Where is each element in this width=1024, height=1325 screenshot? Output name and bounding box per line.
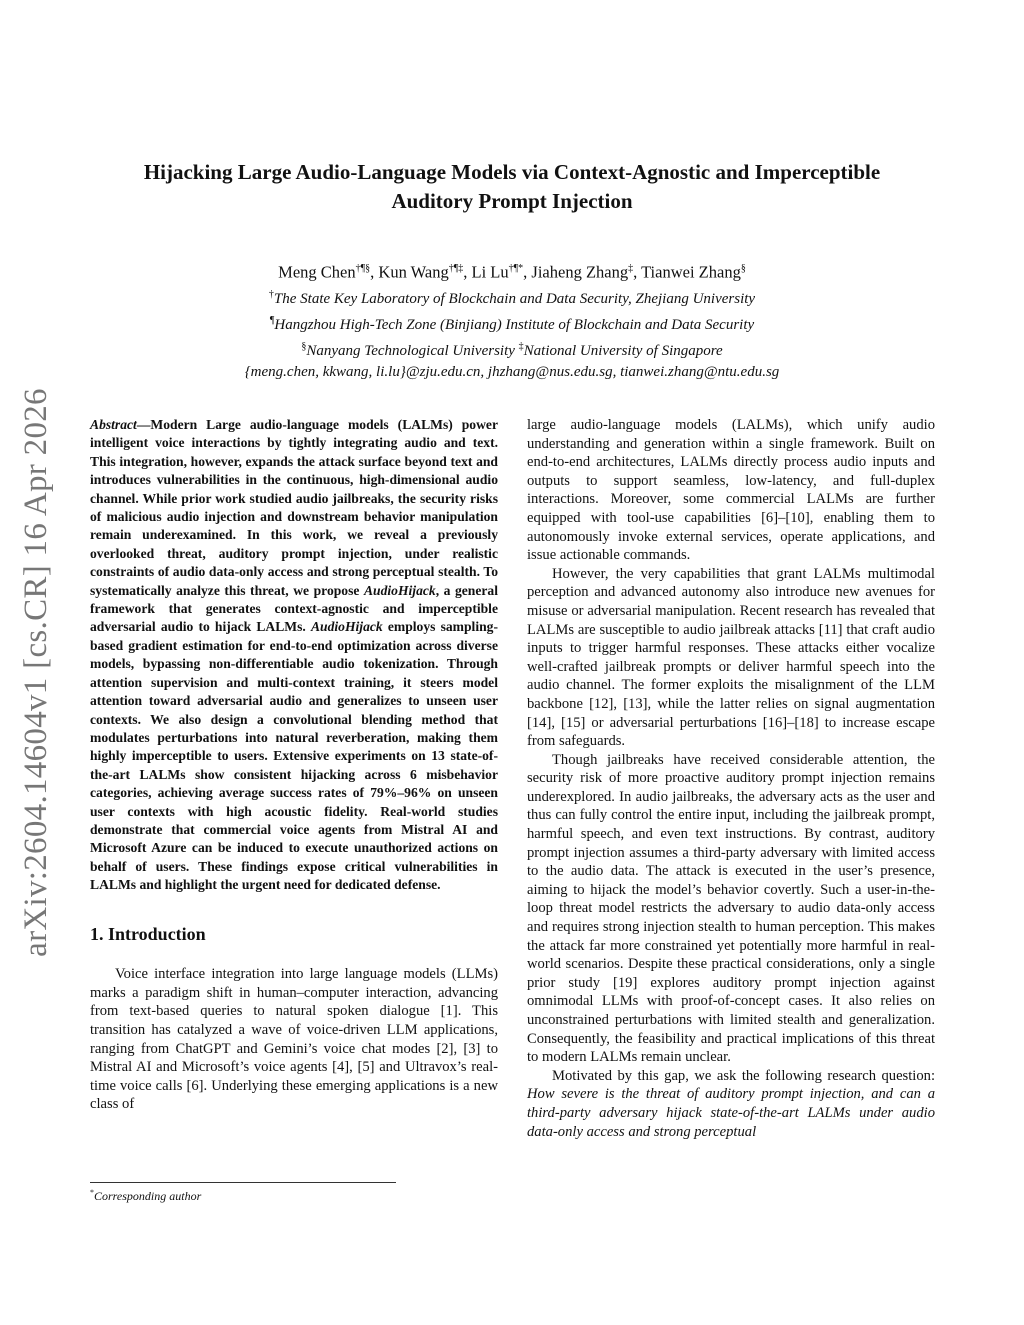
author-mark: †¶§	[355, 263, 371, 274]
section-heading-introduction: 1. Introduction	[90, 923, 206, 944]
paper-title-line-1: Hijacking Large Audio-Language Models via Context-Agnostic and Imperceptible	[143, 160, 881, 184]
author-emails: {meng.chen, kkwang, li.lu}@zju.edu.cn, jhzhang@nus.edu.sg, tianwei.zhang@ntu.edu.sg	[244, 363, 780, 380]
arxiv-identifier-text: arXiv:2604.14604v1 [cs.CR] 16 Apr 2026	[17, 387, 54, 957]
body-paragraph: large audio-language models (LALMs), which unify audio understanding and generation within a single framework. Built on end-to-end architectures, LALMs directly process audio inputs and outputs to support seamless, low-latency, and full-duplex interactions. Moreover, some commercial LALMs are further equipped with tool-use capabilities [6]–[10], enabling them to autonomously invoke external services, operate applications, and issue actionable commands.	[527, 417, 935, 564]
method-name: AudioHijack	[310, 619, 383, 635]
affiliation: ¶Hangzhou High-Tech Zone (Binjiang) Institute of Blockchain and Data Security	[269, 314, 755, 333]
body-paragraph: Though jailbreaks have received considerable attention, the security risk of more proactive auditory prompt injection remains underexplored. In audio jailbreaks, the adversary acts as the user and thus can fully control the entire input, including the jailbreak prompt, harmful speech, and even text instructions. By contrast, auditory prompt injection assumes a third-party adversary with limited access to the audio data. The attack is executed in the user’s presence, aiming to hijack the model’s behavior covertly. Such a user-in-the-loop threat model restricts the adversary to audio data-only access and requires strong injection stealth to human perception. This makes the attack far more constrained yet potentially more harmful in real-world scenarios. Despite these practical considerations, only a single prior study [19] explores auditory prompt injection against omnimodal LLMs with proof-of-concept cases. It also relies on unconstrained perturbations with limited stealth and generalization. Consequently, the feasibility and practical implications of this threat to modern LALMs remain unclear.	[527, 751, 935, 1066]
affiliation: †The State Key Laboratory of Blockchain and Data Security, Zhejiang University	[268, 288, 756, 307]
body-paragraph: Motivated by this gap, we ask the following research question: How severe is the threat of auditory prompt injection, and can a third-party adversary hijack state-of-the-art LALMs under audio data-only access and strong perceptual	[527, 1067, 935, 1140]
paper-title-line-2: Auditory Prompt Injection	[391, 189, 633, 213]
author-mark: ‡	[628, 263, 634, 274]
author-mark: †¶‡	[448, 263, 464, 274]
author-name: Kun Wang	[378, 262, 449, 282]
author-mark: §	[740, 263, 746, 274]
method-name: AudioHijack	[363, 582, 436, 598]
left-column	[90, 416, 498, 1114]
abstract-label: Abstract	[90, 417, 137, 432]
body-paragraph: However, the very capabilities that grant LALMs multimodal perception and advanced autonomy also introduce new avenues for misuse or adversarial manipulation. Recent research has revealed that LALMs are susceptible to audio jailbreak attacks [11] that craft audio inputs to trigger harmful responses. These attacks either vocalize well-crafted jailbreak prompts or deliver harmful speech into the audio channel. The former exploits the misalignment of the LLM backbone [12], [13], while the latter relies on signal augmentation [14], [15] or adversarial perturbations [16]–[18] to increase escape from safeguards.	[527, 565, 935, 750]
arxiv-identifier	[6, 372, 66, 972]
research-question: How severe is the threat of auditory prompt injection, and can a third-party adversary hijack state-of-the-art LALMs under audio data-only access and strong perceptual	[527, 1086, 935, 1140]
author-block	[80, 258, 944, 383]
author-mark: †¶*	[508, 263, 524, 274]
author-name: Li Lu	[471, 262, 509, 282]
paper-title	[80, 158, 944, 216]
right-column	[527, 416, 935, 1141]
affiliation: §Nanyang Technological University ‡National University of Singapore	[301, 340, 723, 359]
author-list: Meng Chen†¶§, Kun Wang†¶‡, Li Lu†¶*, Jiaheng Zhang‡, Tianwei Zhang§	[278, 262, 746, 282]
footnote: *Corresponding author	[90, 1188, 202, 1203]
author-name: Meng Chen	[278, 262, 356, 282]
intro-paragraph: Voice interface integration into large language models (LLMs) marks a paradigm shift in human–computer interaction, advancing from text-based queries to natural spoken dialogue [1]. This transition has catalyzed a wave of voice-driven LLM applications, ranging from ChatGPT and Gemini’s voice chat modes [2], [3] to Mistral AI and Microsoft’s voice agents [4], [5] and Ultravox’s real-time voice calls [6]. Underlying these emerging applications is a new class of	[90, 966, 498, 1113]
author-name: Tianwei Zhang	[641, 262, 741, 282]
abstract: Abstract—Modern Large audio-language models (LALMs) power intelligent voice interactions by tightly integrating audio and text. This integration, however, expands the attack surface beyond text and introduces vulnerabilities in the continuous, high-dimensional audio channel. While prior work studied audio jailbreaks, the security risks of malicious audio injection and downstream behavior manipulation remain underexamined. In this work, we reveal a previously overlooked threat, auditory prompt injection, under realistic constraints of audio data-only access and strong perceptual stealth. To systematically analyze this threat, we propose AudioHijack, a general framework that generates context-agnostic and imperceptible adversarial audio to hijack LALMs. AudioHijack employs sampling-based gradient estimation for end-to-end optimization across diverse models, bypassing non-differentiable audio tokenization. Through attention supervision and multi-context training, it steers model attention toward adversarial audio and generalizes to unseen user contexts. We also design a convolutional blending method that modulates perturbations into natural reverberation, making them highly imperceptible to users. Extensive experiments on 13 state-of-the-art LALMs show consistent hijacking across 6 misbehavior categories, achieving average success rates of 79%–96% on unseen user contexts with high acoustic fidelity. Real-world studies demonstrate that commercial voice agents from Mistral AI and Microsoft Azure can be induced to execute unauthorized actions on behalf of users. These findings expose critical vulnerabilities in LALMs and highlight the urgent need for dedicated defense.	[90, 417, 498, 893]
author-name: Jiaheng Zhang	[531, 262, 629, 282]
footnote-rule	[90, 1182, 396, 1183]
